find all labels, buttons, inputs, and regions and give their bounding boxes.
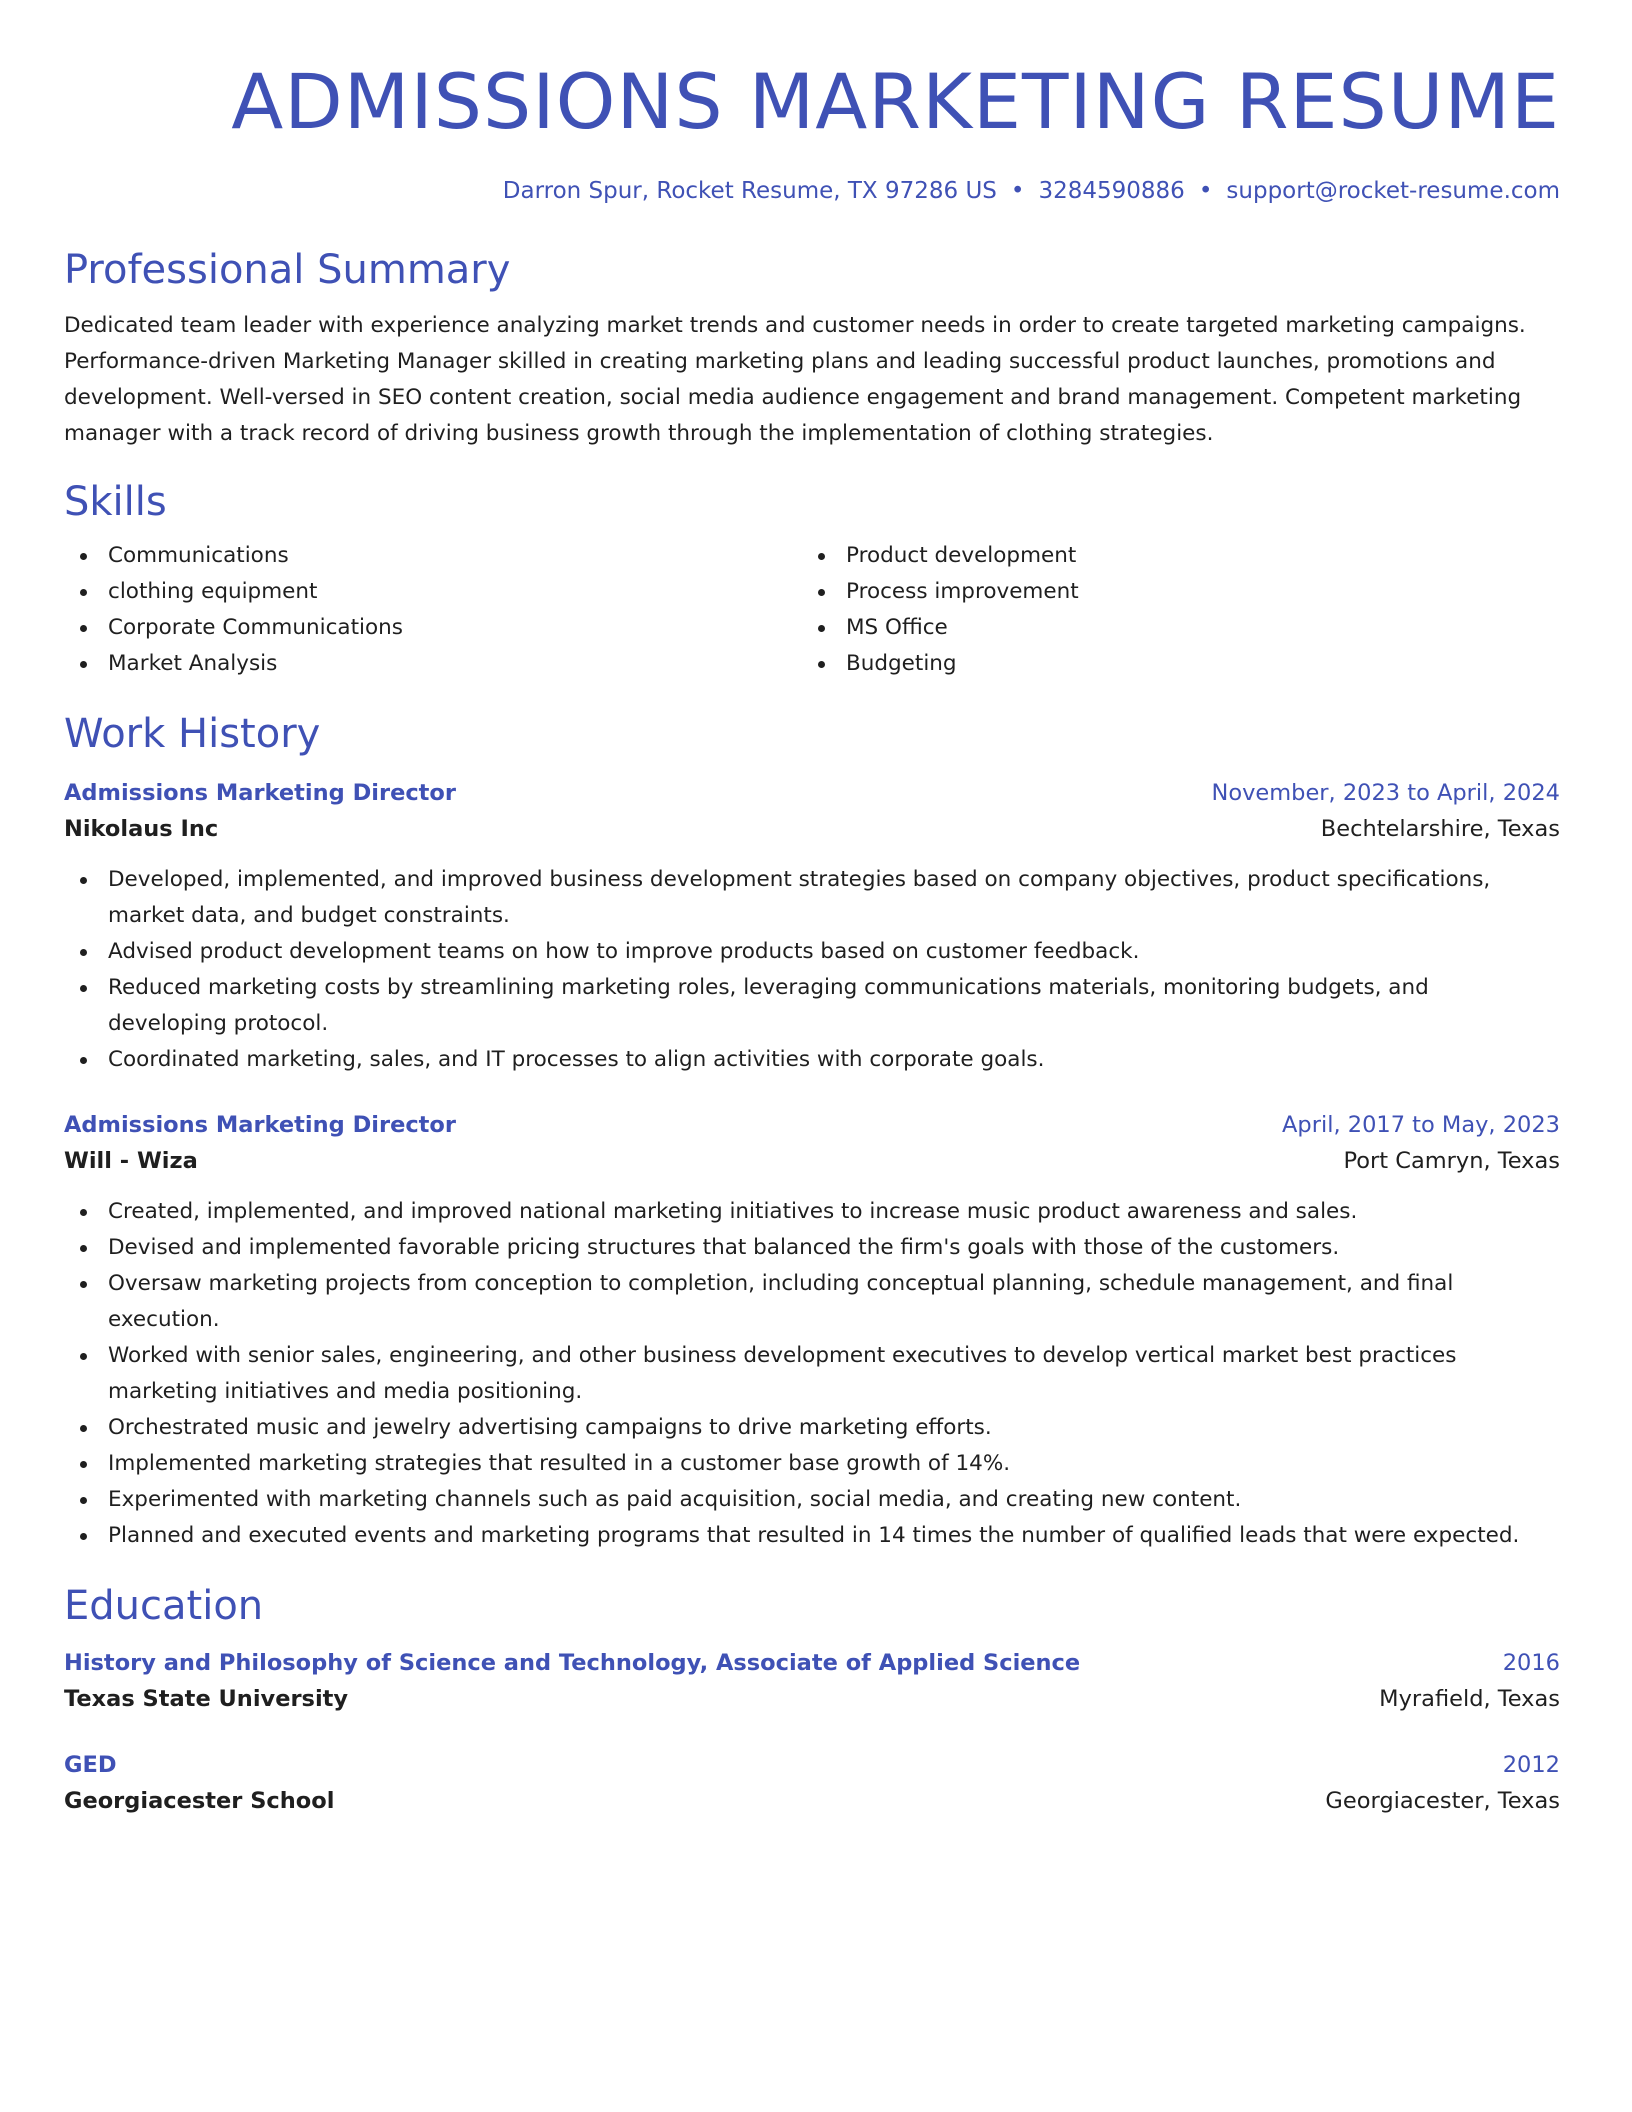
- education-entry: [64, 1748, 1560, 1820]
- job-bullet: Developed, implemented, and improved business development strategies based on company objectives, product specifications, market data, and budget constraints.: [64, 862, 1560, 934]
- skill-item: MS Office: [802, 610, 1540, 646]
- contact-separator: •: [1010, 178, 1025, 204]
- job-bullet: Devised and implemented favorable pricing structures that balanced the firm's goals with those of the customers.: [64, 1230, 1560, 1266]
- job-title: Admissions Marketing Director: [64, 1112, 456, 1138]
- contact-separator: •: [1198, 178, 1213, 204]
- education-year: 2012: [1502, 1752, 1560, 1778]
- education-degree: GED: [64, 1752, 117, 1778]
- job-bullets: [64, 862, 1560, 1078]
- job-location: Port Camryn, Texas: [1343, 1148, 1560, 1174]
- education-year: 2016: [1502, 1650, 1560, 1676]
- job-bullet: Advised product development teams on how to improve products based on customer feedback.: [64, 934, 1560, 970]
- resume-title: ADMISSIONS MARKETING RESUME: [231, 57, 1560, 146]
- job-entry: [64, 1108, 1560, 1554]
- skill-item: Budgeting: [802, 646, 1540, 682]
- job-bullet: Implemented marketing strategies that resulted in a customer base growth of 14%.: [64, 1446, 1560, 1482]
- job-company-row: [64, 810, 1560, 848]
- skills-section: [64, 476, 1560, 682]
- job-dates: April, 2017 to May, 2023: [1282, 1112, 1560, 1138]
- education-header-row: [64, 1646, 1560, 1680]
- job-bullets: [64, 1194, 1560, 1554]
- job-bullet: Orchestrated music and jewelry advertising campaigns to drive marketing efforts.: [64, 1410, 1560, 1446]
- education-degree: History and Philosophy of Science and Technology, Associate of Applied Science: [64, 1650, 1081, 1676]
- section-heading-summary: Professional Summary: [64, 247, 511, 293]
- skill-item: Market Analysis: [64, 646, 802, 682]
- job-entry: [64, 776, 1560, 1078]
- job-bullet: Planned and executed events and marketing programs that resulted in 14 times the number of qualified leads that were expected.: [64, 1518, 1560, 1554]
- education-location: Myrafield, Texas: [1379, 1686, 1560, 1712]
- resume-header: [64, 50, 1560, 208]
- skill-item: Process improvement: [802, 574, 1540, 610]
- skill-item: Communications: [64, 538, 802, 574]
- skills-list-right: [802, 538, 1540, 682]
- job-company: Will - Wiza: [64, 1148, 198, 1174]
- contact-phone: 3284590886: [1038, 178, 1185, 204]
- job-header-row: [64, 1108, 1560, 1142]
- job-company-row: [64, 1142, 1560, 1180]
- summary-text: Dedicated team leader with experience analyzing market trends and customer needs in order to create targeted marketing campaigns. Performance-driven Marketing Manager skilled in creating marketing plans and leading successful product launches, promotions and development. Well-versed in SEO content creation, social media audience engagement and brand management. Competent marketing manager with a track record of driving business growth through the implementation of clothing strategies.: [64, 313, 1526, 446]
- resume-page: [64, 50, 1560, 1820]
- education-school-row: [64, 1782, 1560, 1820]
- job-bullet: Worked with senior sales, engineering, and other business development executives to develop vertical market best practices marketing initiatives and media positioning.: [64, 1338, 1560, 1410]
- job-bullet: Reduced marketing costs by streamlining marketing roles, leveraging communications materials, monitoring budgets, and developing protocol.: [64, 970, 1560, 1042]
- contact-email: support@rocket-resume.com: [1226, 178, 1560, 204]
- job-bullet: Created, implemented, and improved national marketing initiatives to increase music product awareness and sales.: [64, 1194, 1560, 1230]
- job-company: Nikolaus Inc: [64, 816, 219, 842]
- education-school: Texas State University: [64, 1686, 349, 1712]
- skill-item: Product development: [802, 538, 1540, 574]
- education-location: Georgiacester, Texas: [1325, 1788, 1560, 1814]
- education-school-row: [64, 1680, 1560, 1718]
- education-entry: [64, 1646, 1560, 1718]
- section-heading-work-history: Work History: [64, 711, 321, 757]
- section-heading-skills: Skills: [64, 479, 167, 525]
- skill-item: Corporate Communications: [64, 610, 802, 646]
- work-history-section: [64, 708, 1560, 1554]
- skill-item: clothing equipment: [64, 574, 802, 610]
- job-bullet: Experimented with marketing channels such as paid acquisition, social media, and creating new content.: [64, 1482, 1560, 1518]
- skills-columns: [64, 538, 1560, 682]
- job-bullet: Oversaw marketing projects from conception to completion, including conceptual planning, schedule management, and final execution.: [64, 1266, 1560, 1338]
- skills-list-left: [64, 538, 802, 682]
- job-dates: November, 2023 to April, 2024: [1211, 780, 1560, 806]
- education-header-row: [64, 1748, 1560, 1782]
- education-school: Georgiacester School: [64, 1788, 335, 1814]
- section-heading-education: Education: [64, 1583, 264, 1629]
- contact-info: [64, 174, 1560, 208]
- job-location: Bechtelarshire, Texas: [1320, 816, 1560, 842]
- contact-address: Darron Spur, Rocket Resume, TX 97286 US: [502, 178, 997, 204]
- job-bullet: Coordinated marketing, sales, and IT processes to align activities with corporate goals.: [64, 1042, 1560, 1078]
- job-title: Admissions Marketing Director: [64, 780, 456, 806]
- professional-summary-section: [64, 244, 1560, 452]
- education-section: [64, 1580, 1560, 1820]
- job-header-row: [64, 776, 1560, 810]
